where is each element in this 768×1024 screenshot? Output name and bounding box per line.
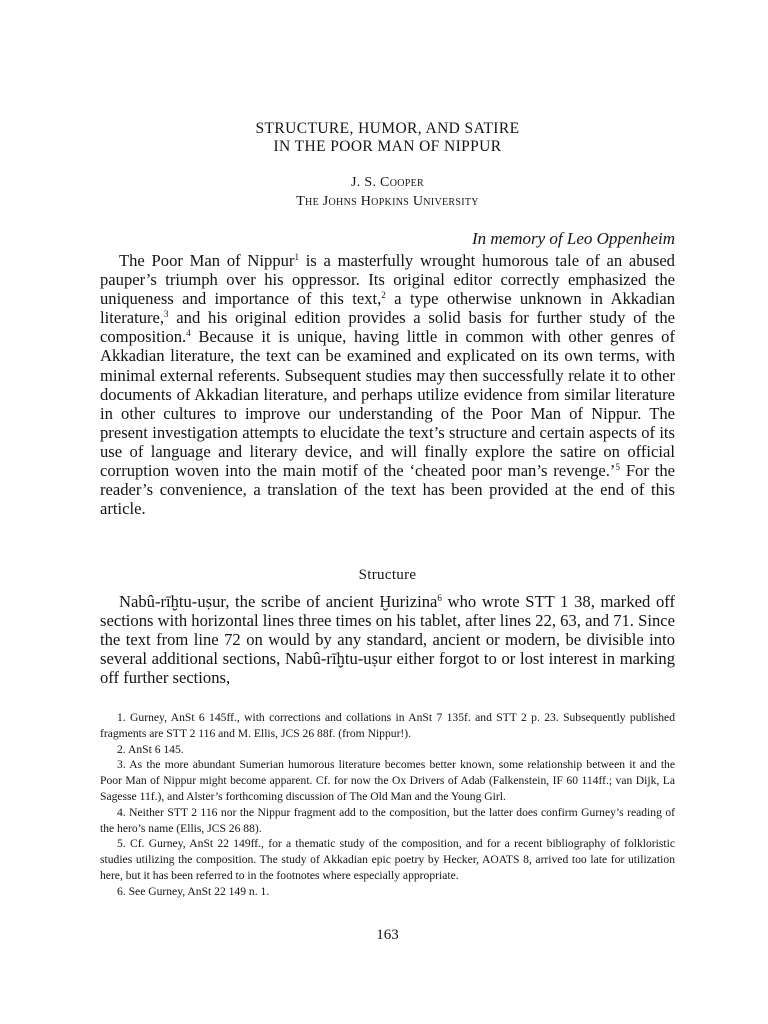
paragraph-text: a type otherwise unknown in Akkadian literature,: [100, 289, 675, 328]
author-block: [100, 173, 675, 211]
paragraph-text: is a masterfully wrought humorous tale of an abused pauper’s triumph over his oppressor. Its original editor correctly emphasized the uniqueness and importance of this text,: [100, 251, 675, 309]
paragraph-text: and his original edition provides a solid basis for further study of the composition.: [100, 308, 675, 347]
structure-paragraph: [100, 592, 675, 687]
paragraph-text: Because it is unique, having little in common with other genres of Akkadian literature, the text can be examined and explicated on its own terms, with minimal external referents. Subsequent studies may then successfully relate it to other documents of Akkadian literature, and perhaps utilize evidence from similar literature in other cultures to improve our understanding of the Poor Man of Nippur. The present investigation attempts to elucidate the text’s structure and certain aspects of its use of language and literary device, and will finally explore the satire on official corruption woven into the main motif of the ‘cheated poor man’s revenge.’: [100, 327, 675, 481]
dedication: In memory of Leo Oppenheim: [471, 229, 675, 248]
footnote-marker: 4: [186, 328, 191, 339]
footnote-marker: 1: [294, 252, 299, 262]
paragraph-text: For the reader’s convenience, a translation of the text has been provided at the end of this article.: [100, 461, 675, 519]
page-number: 163: [376, 927, 399, 943]
article-title: [100, 120, 675, 156]
footnote: 6. See Gurney, AnSt 22 149 n. 1.: [117, 884, 270, 898]
section-heading: Structure: [358, 567, 417, 583]
author-affiliation: The Johns Hopkins University: [296, 194, 479, 209]
article-title-line-1: STRUCTURE, HUMOR, AND SATIRE: [255, 120, 520, 137]
footnote: 3. As the more abundant Sumerian humorous literature becomes better known, some relationship between it and the Poor Man of Nippur might become apparent. Cf. for now the Ox Drivers of Adab (Falkenstein, IF 60 114ff.; van Dijk, La Sagesse 11f.), and Alster’s forthcoming discussion of The Old Man and the Young Girl.: [100, 758, 675, 803]
article-title-line-2: IN THE POOR MAN OF NIPPUR: [273, 138, 502, 155]
footnote-marker: 2: [381, 290, 386, 301]
paragraph-text: The Poor Man of Nippur: [119, 251, 295, 270]
paragraph-text: Nabû-rīḫtu-uṣur, the scribe of ancient Ḫurizina: [119, 592, 438, 611]
footnote: 2. AnSt 6 145.: [117, 742, 184, 756]
footnote: 1. Gurney, AnSt 6 145ff., with corrections and collations in AnSt 7 135f. and STT 2 p. 23. Subsequently published fragments are STT 2 116 and M. Ellis, JCS 26 88f. (from Nippur!).: [100, 711, 675, 740]
footnote-marker: 3: [164, 309, 169, 320]
author-name: J. S. Cooper: [351, 175, 424, 190]
footnote-marker: 6: [437, 593, 442, 603]
paragraph-text: who wrote STT 1 38, marked off sections with horizontal lines three times on his tablet, after lines 22, 63, and 71. Since the text from line 72 on would by any standard, ancient or modern, be divisible into several additional sections, Nabû-rīḫtu-uṣur either forgot to or lost interest in marking off further sections,: [100, 592, 675, 688]
footnote: 5. Cf. Gurney, AnSt 22 149ff., for a thematic study of the composition, and for a recent bibliography of folkloristic studies utilizing the composition. The study of Akkadian epic poetry by Hecker, AOATS 8, arrived too late for utilization here, but it has been referred to in the footnotes where especially appropriate.: [100, 837, 675, 882]
footnote-marker: 5: [615, 462, 620, 473]
footnotes: [100, 710, 675, 900]
intro-paragraph: [100, 251, 675, 518]
footnote: 4. Neither STT 2 116 nor the Nippur fragment add to the composition, but the latter does confirm Gurney’s reading of the hero’s name (Ellis, JCS 26 88).: [100, 805, 675, 835]
